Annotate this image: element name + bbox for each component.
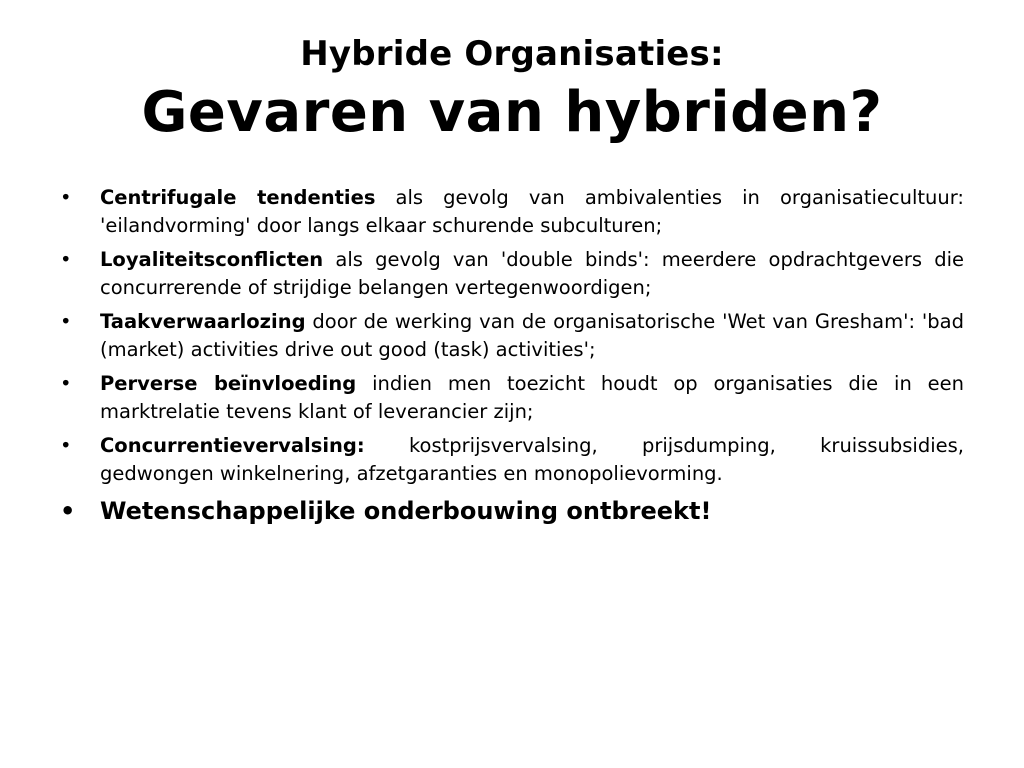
bullet-icon: • — [60, 434, 72, 457]
bullet-term: Taakverwaarlozing — [100, 310, 306, 333]
bullet-icon: • — [60, 372, 72, 395]
conclusion-text: Wetenschappelijke onderbouwing ontbreekt! — [100, 497, 712, 525]
bullet-term: Perverse beïnvloeding — [100, 372, 357, 395]
bullet-icon: • — [60, 497, 76, 525]
bullet-term: Loyaliteitsconflicten — [100, 248, 324, 271]
bullet-icon: • — [60, 310, 72, 333]
bullet-list — [60, 184, 964, 535]
bullet-term: Centrifugale tendenties — [100, 186, 376, 209]
slide-title — [0, 30, 1024, 148]
bullet-icon: • — [60, 186, 72, 209]
bullet-text: indien men toezicht houdt op organisaties die in een marktrelatie tevens klant of leverancier zijn; — [100, 372, 964, 423]
bullet-text: als gevolg van 'double binds': meerdere opdrachtgevers die concurrerende of strijdige belangen vertegenwoordigen; — [100, 248, 964, 299]
slide-title-line1: Hybride Organisaties: — [300, 34, 724, 74]
bullet-term: Concurrentievervalsing: — [100, 434, 365, 457]
bullet-item-loyaliteitsconflicten — [60, 246, 964, 301]
bullet-item-concurrentievervalsing — [60, 432, 964, 487]
slide-title-line2: Gevaren van hybriden? — [141, 80, 883, 145]
bullet-item-centrifugale-tendenties — [60, 184, 964, 239]
bullet-item-taakverwaarlozing — [60, 308, 964, 363]
bullet-text: kostprijsvervalsing, prijsdumping, kruissubsidies, gedwongen winkelnering, afzetgaranties en monopolievorming. — [100, 434, 964, 485]
bullet-item-perverse-beinvloeding — [60, 370, 964, 425]
bullet-text: door de werking van de organisatorische 'Wet van Gresham': 'bad (market) activities drive out good (task) activities'; — [100, 310, 964, 361]
bullet-item-conclusion — [60, 494, 964, 528]
bullet-icon: • — [60, 248, 72, 271]
bullet-text: als gevolg van ambivalenties in organisatiecultuur: 'eilandvorming' door langs elkaar schurende subculturen; — [100, 186, 964, 237]
